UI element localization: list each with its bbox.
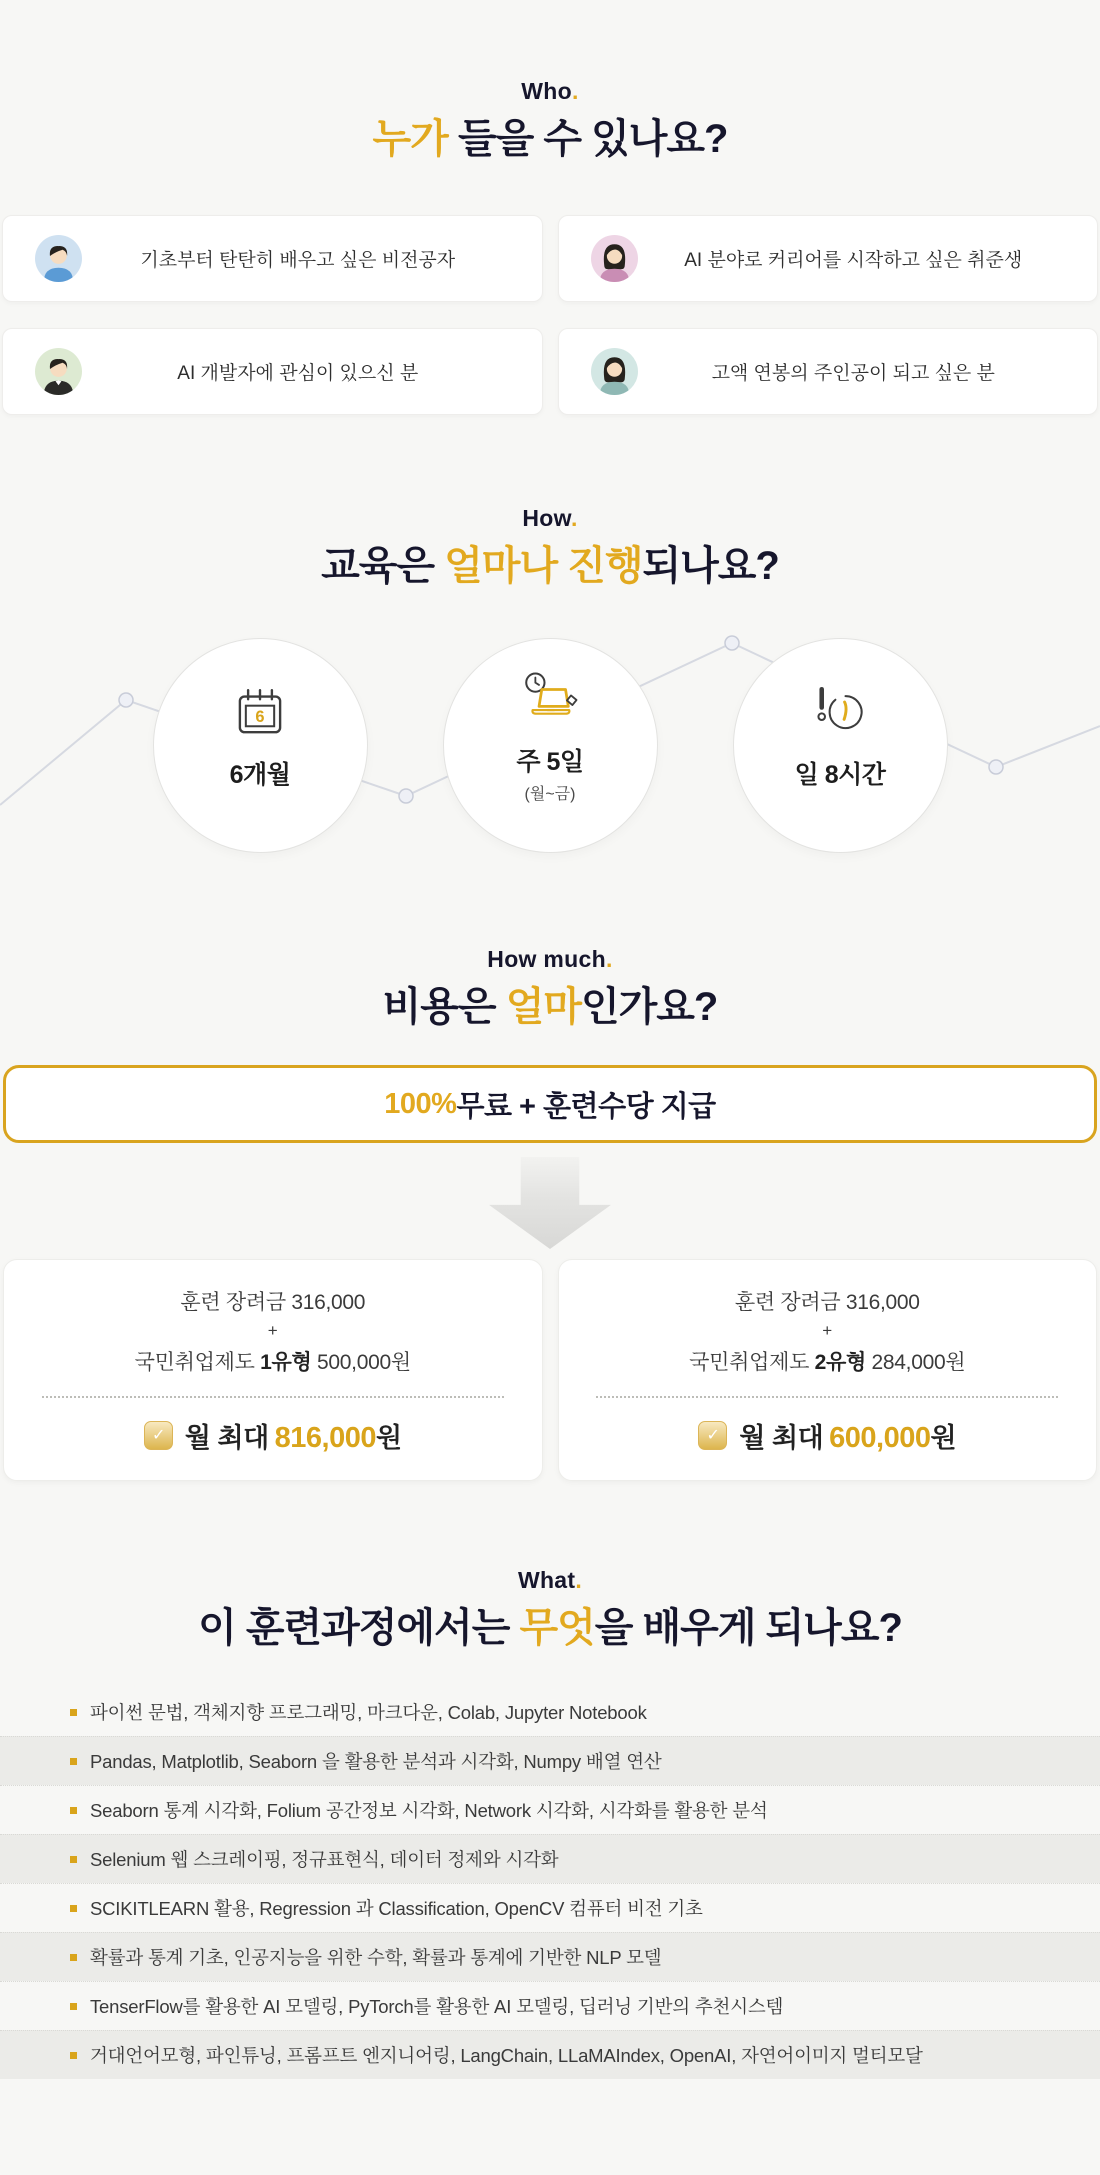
- curriculum-list: [0, 1688, 1100, 2079]
- allowance-total: [144, 1416, 402, 1455]
- howmuch-title-post: 인가요?: [580, 985, 718, 1029]
- audience-card-label: AI 분야로 커리어를 시작하고 싶은 취준생: [684, 250, 1023, 271]
- bullet-icon: [70, 2003, 77, 2010]
- how-title-highlight: 얼마나 진행: [444, 544, 643, 588]
- duration-label: 6개월: [229, 760, 291, 789]
- how-title-pre: 교육은: [321, 544, 445, 588]
- check-icon: ✓: [144, 1421, 173, 1450]
- howmuch-eyebrow-text: How much: [487, 946, 606, 972]
- how-eyebrow-text: How: [522, 505, 571, 531]
- eyebrow-dot: .: [575, 1567, 583, 1593]
- curriculum-item: [0, 1736, 1100, 1785]
- curriculum-item: [0, 1785, 1100, 1834]
- what-eyebrow: [0, 1567, 1100, 1594]
- total-value: 600,000: [829, 1421, 931, 1454]
- line2-post: 500,000원: [311, 1350, 411, 1374]
- curriculum-item: [0, 1883, 1100, 1932]
- curriculum-item: [0, 1834, 1100, 1883]
- days-label: 주 5일: [516, 747, 584, 776]
- total-suffix: 원: [930, 1422, 957, 1453]
- bullet-icon: [70, 2052, 77, 2059]
- audience-card-label: AI 개발자에 관심이 있으신 분: [177, 363, 419, 384]
- days-circle: [443, 638, 658, 853]
- curriculum-text: 파이썬 문법, 객체지향 프로그래밍, 마크다운, Colab, Jupyter Notebook: [90, 1702, 647, 1723]
- circle-row: [0, 630, 1100, 853]
- banner-rest: 무료 + 훈련수당 지급: [456, 1090, 716, 1123]
- laptop-clock-icon: [516, 660, 584, 732]
- line2-post: 284,000원: [865, 1350, 966, 1374]
- free-tuition-banner: [3, 1065, 1097, 1143]
- who-title-highlight: 누가: [372, 117, 448, 161]
- curriculum-item: [0, 1932, 1100, 1981]
- who-title: [0, 115, 1100, 163]
- bullet-icon: [70, 1856, 77, 1863]
- how-eyebrow: [0, 505, 1100, 532]
- curriculum-item: [0, 1981, 1100, 2030]
- how-section: [0, 505, 1100, 884]
- audience-card-jobseeker: [558, 215, 1099, 302]
- curriculum-text: 거대언어모형, 파인튜닝, 프롬프트 엔지니어링, LangChain, LLaMAIndex, OpenAI, 자연어이미지 멀티모달: [90, 2045, 923, 2066]
- total-label: 월 최대: [184, 1422, 269, 1453]
- who-section: [0, 0, 1100, 415]
- female-avatar: [591, 348, 638, 395]
- curriculum-text: Seaborn 통계 시각화, Folium 공간정보 시각화, Network 시각화, 시각화를 활용한 분석: [90, 1800, 768, 1821]
- audience-card-developer: [2, 328, 543, 415]
- curriculum-text: TenserFlow를 활용한 AI 모델링, PyTorch를 활용한 AI 모델링, 딥러닝 기반의 추천시스템: [90, 1996, 784, 2017]
- curriculum-item: [0, 1688, 1100, 1736]
- total-value: 816,000: [274, 1421, 376, 1454]
- banner-highlight: 100%: [384, 1087, 457, 1120]
- howmuch-title-pre: 비용은: [382, 985, 506, 1029]
- male-avatar: [35, 348, 82, 395]
- audience-card-high-salary: [558, 328, 1099, 415]
- calendar-icon: [228, 673, 292, 745]
- calendar-number: 6: [255, 707, 265, 726]
- down-arrow-icon: [489, 1157, 611, 1249]
- what-section: [0, 1567, 1100, 2079]
- plus-sign: +: [267, 1320, 278, 1340]
- female-avatar: [591, 235, 638, 282]
- dotted-divider: [42, 1396, 504, 1398]
- line2-type: 2유형: [814, 1350, 866, 1374]
- bullet-icon: [70, 1709, 77, 1716]
- who-eyebrow-text: Who: [521, 78, 572, 104]
- hours-circle: [733, 638, 948, 853]
- allowance-card-grid: [3, 1259, 1097, 1481]
- plus-sign: +: [822, 1320, 833, 1340]
- audience-card-nonmajor: [2, 215, 543, 302]
- line2-pre: 국민취업제도: [689, 1350, 815, 1374]
- total-suffix: 원: [375, 1422, 402, 1453]
- allowance-line1: 훈련 장려금 316,000: [734, 1290, 920, 1314]
- curriculum-text: Selenium 웹 스크레이핑, 정규표현식, 데이터 정제와 시각화: [90, 1849, 559, 1870]
- bullet-icon: [70, 1807, 77, 1814]
- how-title-post: 되나요?: [642, 544, 779, 588]
- curriculum-text: Pandas, Matplotlib, Seaborn 을 활용한 분석과 시각화, Numpy 배열 연산: [90, 1751, 662, 1772]
- what-title-highlight: 무엇: [519, 1606, 595, 1650]
- audience-card-label: 고액 연봉의 주인공이 되고 싶은 분: [711, 363, 995, 384]
- days-sublabel: (월~금): [524, 785, 576, 803]
- audience-card-label: 기초부터 탄탄히 배우고 싶은 비전공자: [140, 250, 456, 271]
- bullet-icon: [70, 1954, 77, 1961]
- allowance-card-type2: [558, 1259, 1098, 1481]
- bullet-icon: [70, 1758, 77, 1765]
- total-label: 월 최대: [739, 1422, 824, 1453]
- allowance-line2: [135, 1346, 411, 1376]
- line2-pre: 국민취업제도: [134, 1350, 261, 1374]
- howmuch-eyebrow: [0, 946, 1100, 973]
- howmuch-title-highlight: 얼마: [505, 985, 581, 1029]
- allowance-total: [698, 1416, 956, 1455]
- who-title-rest: 들을 수 있나요?: [447, 117, 728, 161]
- allowance-line2: [689, 1346, 965, 1376]
- dotted-divider: [596, 1396, 1058, 1398]
- eyebrow-dot: .: [572, 78, 579, 104]
- howmuch-section: [0, 946, 1100, 1481]
- alarm-clock-icon: [808, 673, 872, 745]
- hours-label: 일 8시간: [794, 760, 886, 789]
- schedule-circles: [0, 630, 1100, 884]
- duration-circle: [153, 638, 368, 853]
- audience-card-grid: [2, 215, 1098, 415]
- what-eyebrow-text: What: [517, 1567, 576, 1593]
- what-title: [0, 1604, 1100, 1652]
- eyebrow-dot: .: [570, 505, 578, 531]
- howmuch-title: [0, 983, 1100, 1031]
- curriculum-text: 확률과 통계 기초, 인공지능을 위한 수학, 확률과 통계에 기반한 NLP 모델: [90, 1947, 662, 1968]
- who-eyebrow: [0, 78, 1100, 105]
- what-title-pre: 이 훈련과정에서는: [198, 1606, 520, 1650]
- bullet-icon: [70, 1905, 77, 1912]
- check-icon: ✓: [698, 1421, 727, 1450]
- male-avatar: [35, 235, 82, 282]
- curriculum-item: [0, 2030, 1100, 2079]
- allowance-line1: 훈련 장려금 316,000: [180, 1290, 366, 1314]
- allowance-card-type1: [3, 1259, 543, 1481]
- eyebrow-dot: .: [605, 946, 613, 972]
- what-title-post: 을 배우게 되나요?: [594, 1606, 902, 1650]
- curriculum-text: SCIKITLEARN 활용, Regression 과 Classification, OpenCV 컴퓨터 비전 기초: [90, 1898, 703, 1919]
- how-title: [0, 542, 1100, 590]
- line2-type: 1유형: [260, 1350, 312, 1374]
